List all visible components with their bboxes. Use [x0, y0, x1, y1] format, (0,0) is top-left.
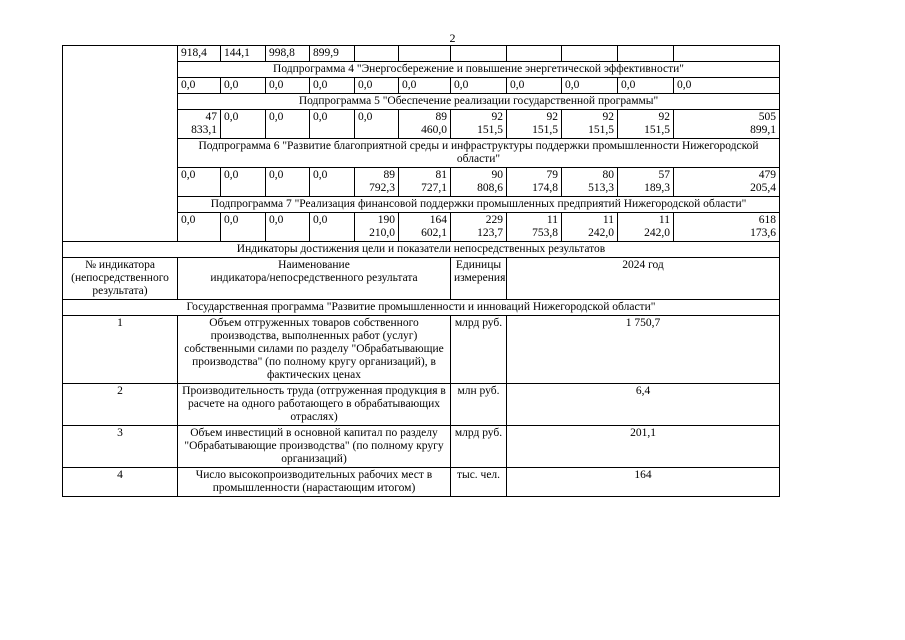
budget-value-cell: 57 189,3: [618, 168, 674, 197]
budget-value-cell: 11 242,0: [618, 213, 674, 242]
page-number: 2: [449, 31, 456, 45]
budget-value-cell: 11 753,8: [507, 213, 562, 242]
budget-left-cell: [63, 46, 178, 242]
budget-value-cell: 0,0: [310, 213, 355, 242]
indicator-value: 164: [507, 468, 780, 497]
budget-value-cell: [507, 46, 562, 62]
indicator-row: [63, 384, 780, 426]
budget-value-cell: 229 123,7: [451, 213, 507, 242]
budget-value-cell: 0,0: [221, 168, 266, 197]
budget-value-cell: 0,0: [507, 78, 562, 94]
indicator-name: Производительность труда (отгруженная продукция в расчете на одного работающего в обрабатывающих отраслях): [178, 384, 451, 426]
budget-value-cell: 0,0: [178, 213, 221, 242]
budget-value-cell: 0,0: [618, 78, 674, 94]
budget-value-cell: 479 205,4: [674, 168, 780, 197]
header-name: Наименование индикатора/непосредственного результата: [178, 258, 451, 300]
indicator-number: 1: [63, 316, 178, 384]
budget-value-cell: 89 792,3: [355, 168, 399, 197]
indicator-row: [63, 468, 780, 497]
budget-value-cell: 92 151,5: [451, 110, 507, 139]
budget-value-cell: 0,0: [310, 78, 355, 94]
budget-value-cell: 0,0: [266, 78, 310, 94]
indicator-unit: млрд руб.: [451, 426, 507, 468]
indicators-section-row: [63, 242, 780, 258]
indicator-unit: млрд руб.: [451, 316, 507, 384]
budget-value-cell: 0,0: [221, 110, 266, 139]
subprogram-title: Подпрограмма 5 "Обеспечение реализации государственной программы": [178, 94, 780, 110]
indicator-name: Объем инвестиций в основной капитал по разделу "Обрабатывающие производства" (по полному кругу организаций): [178, 426, 451, 468]
budget-value-cell: 0,0: [310, 110, 355, 139]
indicator-number: 3: [63, 426, 178, 468]
budget-value-cell: 899,9: [310, 46, 355, 62]
budget-value-cell: 164 602,1: [399, 213, 451, 242]
budget-value-cell: 618 173,6: [674, 213, 780, 242]
program-title: Государственная программа "Развитие промышленности и инноваций Нижегородской области": [63, 300, 780, 316]
budget-value-cell: 0,0: [674, 78, 780, 94]
indicator-unit: млн руб.: [451, 384, 507, 426]
indicator-unit: тыс. чел.: [451, 468, 507, 497]
budget-value-cell: 0,0: [221, 78, 266, 94]
budget-value-cell: 92 151,5: [618, 110, 674, 139]
budget-value-cell: 79 174,8: [507, 168, 562, 197]
indicator-value: 1 750,7: [507, 316, 780, 384]
budget-value-cell: 0,0: [221, 213, 266, 242]
budget-value-cell: 144,1: [221, 46, 266, 62]
indicator-number: 2: [63, 384, 178, 426]
budget-value-cell: 918,4: [178, 46, 221, 62]
budget-values-row: [63, 46, 780, 62]
subprogram-title: Подпрограмма 6 "Развитие благоприятной среды и инфраструктуры поддержки промышленности Нижегородской области": [178, 139, 780, 168]
budget-value-cell: 0,0: [451, 78, 507, 94]
budget-value-cell: [399, 46, 451, 62]
subprogram-title: Подпрограмма 7 "Реализация финансовой поддержки промышленных предприятий Нижегородской области": [178, 197, 780, 213]
budget-value-cell: 0,0: [266, 213, 310, 242]
budget-value-cell: 92 151,5: [562, 110, 618, 139]
header-number: № индикатора (непосредственного результата): [63, 258, 178, 300]
budget-value-cell: 0,0: [266, 168, 310, 197]
indicator-value: 201,1: [507, 426, 780, 468]
indicator-row: [63, 426, 780, 468]
budget-value-cell: 0,0: [178, 78, 221, 94]
budget-value-cell: [562, 46, 618, 62]
header-unit: Единицы измерения: [451, 258, 507, 300]
subprogram-title: Подпрограмма 4 "Энергосбережение и повышение энергетической эффективности": [178, 62, 780, 78]
indicator-name: Число высокопроизводительных рабочих мест в промышленности (нарастающим итогом): [178, 468, 451, 497]
budget-value-cell: 81 727,1: [399, 168, 451, 197]
indicators-section-title: Индикаторы достижения цели и показатели непосредственных результатов: [63, 242, 780, 258]
budget-value-cell: 0,0: [562, 78, 618, 94]
program-title-row: [63, 300, 780, 316]
indicator-number: 4: [63, 468, 178, 497]
budget-value-cell: 92 151,5: [507, 110, 562, 139]
budget-value-cell: [451, 46, 507, 62]
budget-value-cell: [355, 46, 399, 62]
budget-value-cell: 0,0: [310, 168, 355, 197]
indicator-row: [63, 316, 780, 384]
budget-value-cell: 505 899,1: [674, 110, 780, 139]
indicator-name: Объем отгруженных товаров собственного производства, выполненных работ (услуг) собственными силами по разделу "Обрабатывающие производства" (по полному кругу организаций), в фактических ценах: [178, 316, 451, 384]
header-year: 2024 год: [507, 258, 780, 300]
budget-value-cell: 0,0: [355, 110, 399, 139]
budget-value-cell: 80 513,3: [562, 168, 618, 197]
indicators-header-row: [63, 258, 780, 300]
budget-value-cell: 190 210,0: [355, 213, 399, 242]
document-table: [62, 45, 780, 497]
budget-value-cell: 0,0: [355, 78, 399, 94]
budget-value-cell: 47 833,1: [178, 110, 221, 139]
budget-value-cell: 89 460,0: [399, 110, 451, 139]
budget-value-cell: 0,0: [399, 78, 451, 94]
budget-value-cell: 90 808,6: [451, 168, 507, 197]
indicator-value: 6,4: [507, 384, 780, 426]
budget-value-cell: 0,0: [178, 168, 221, 197]
budget-value-cell: 998,8: [266, 46, 310, 62]
budget-value-cell: [618, 46, 674, 62]
budget-value-cell: [674, 46, 780, 62]
budget-value-cell: 0,0: [266, 110, 310, 139]
budget-value-cell: 11 242,0: [562, 213, 618, 242]
